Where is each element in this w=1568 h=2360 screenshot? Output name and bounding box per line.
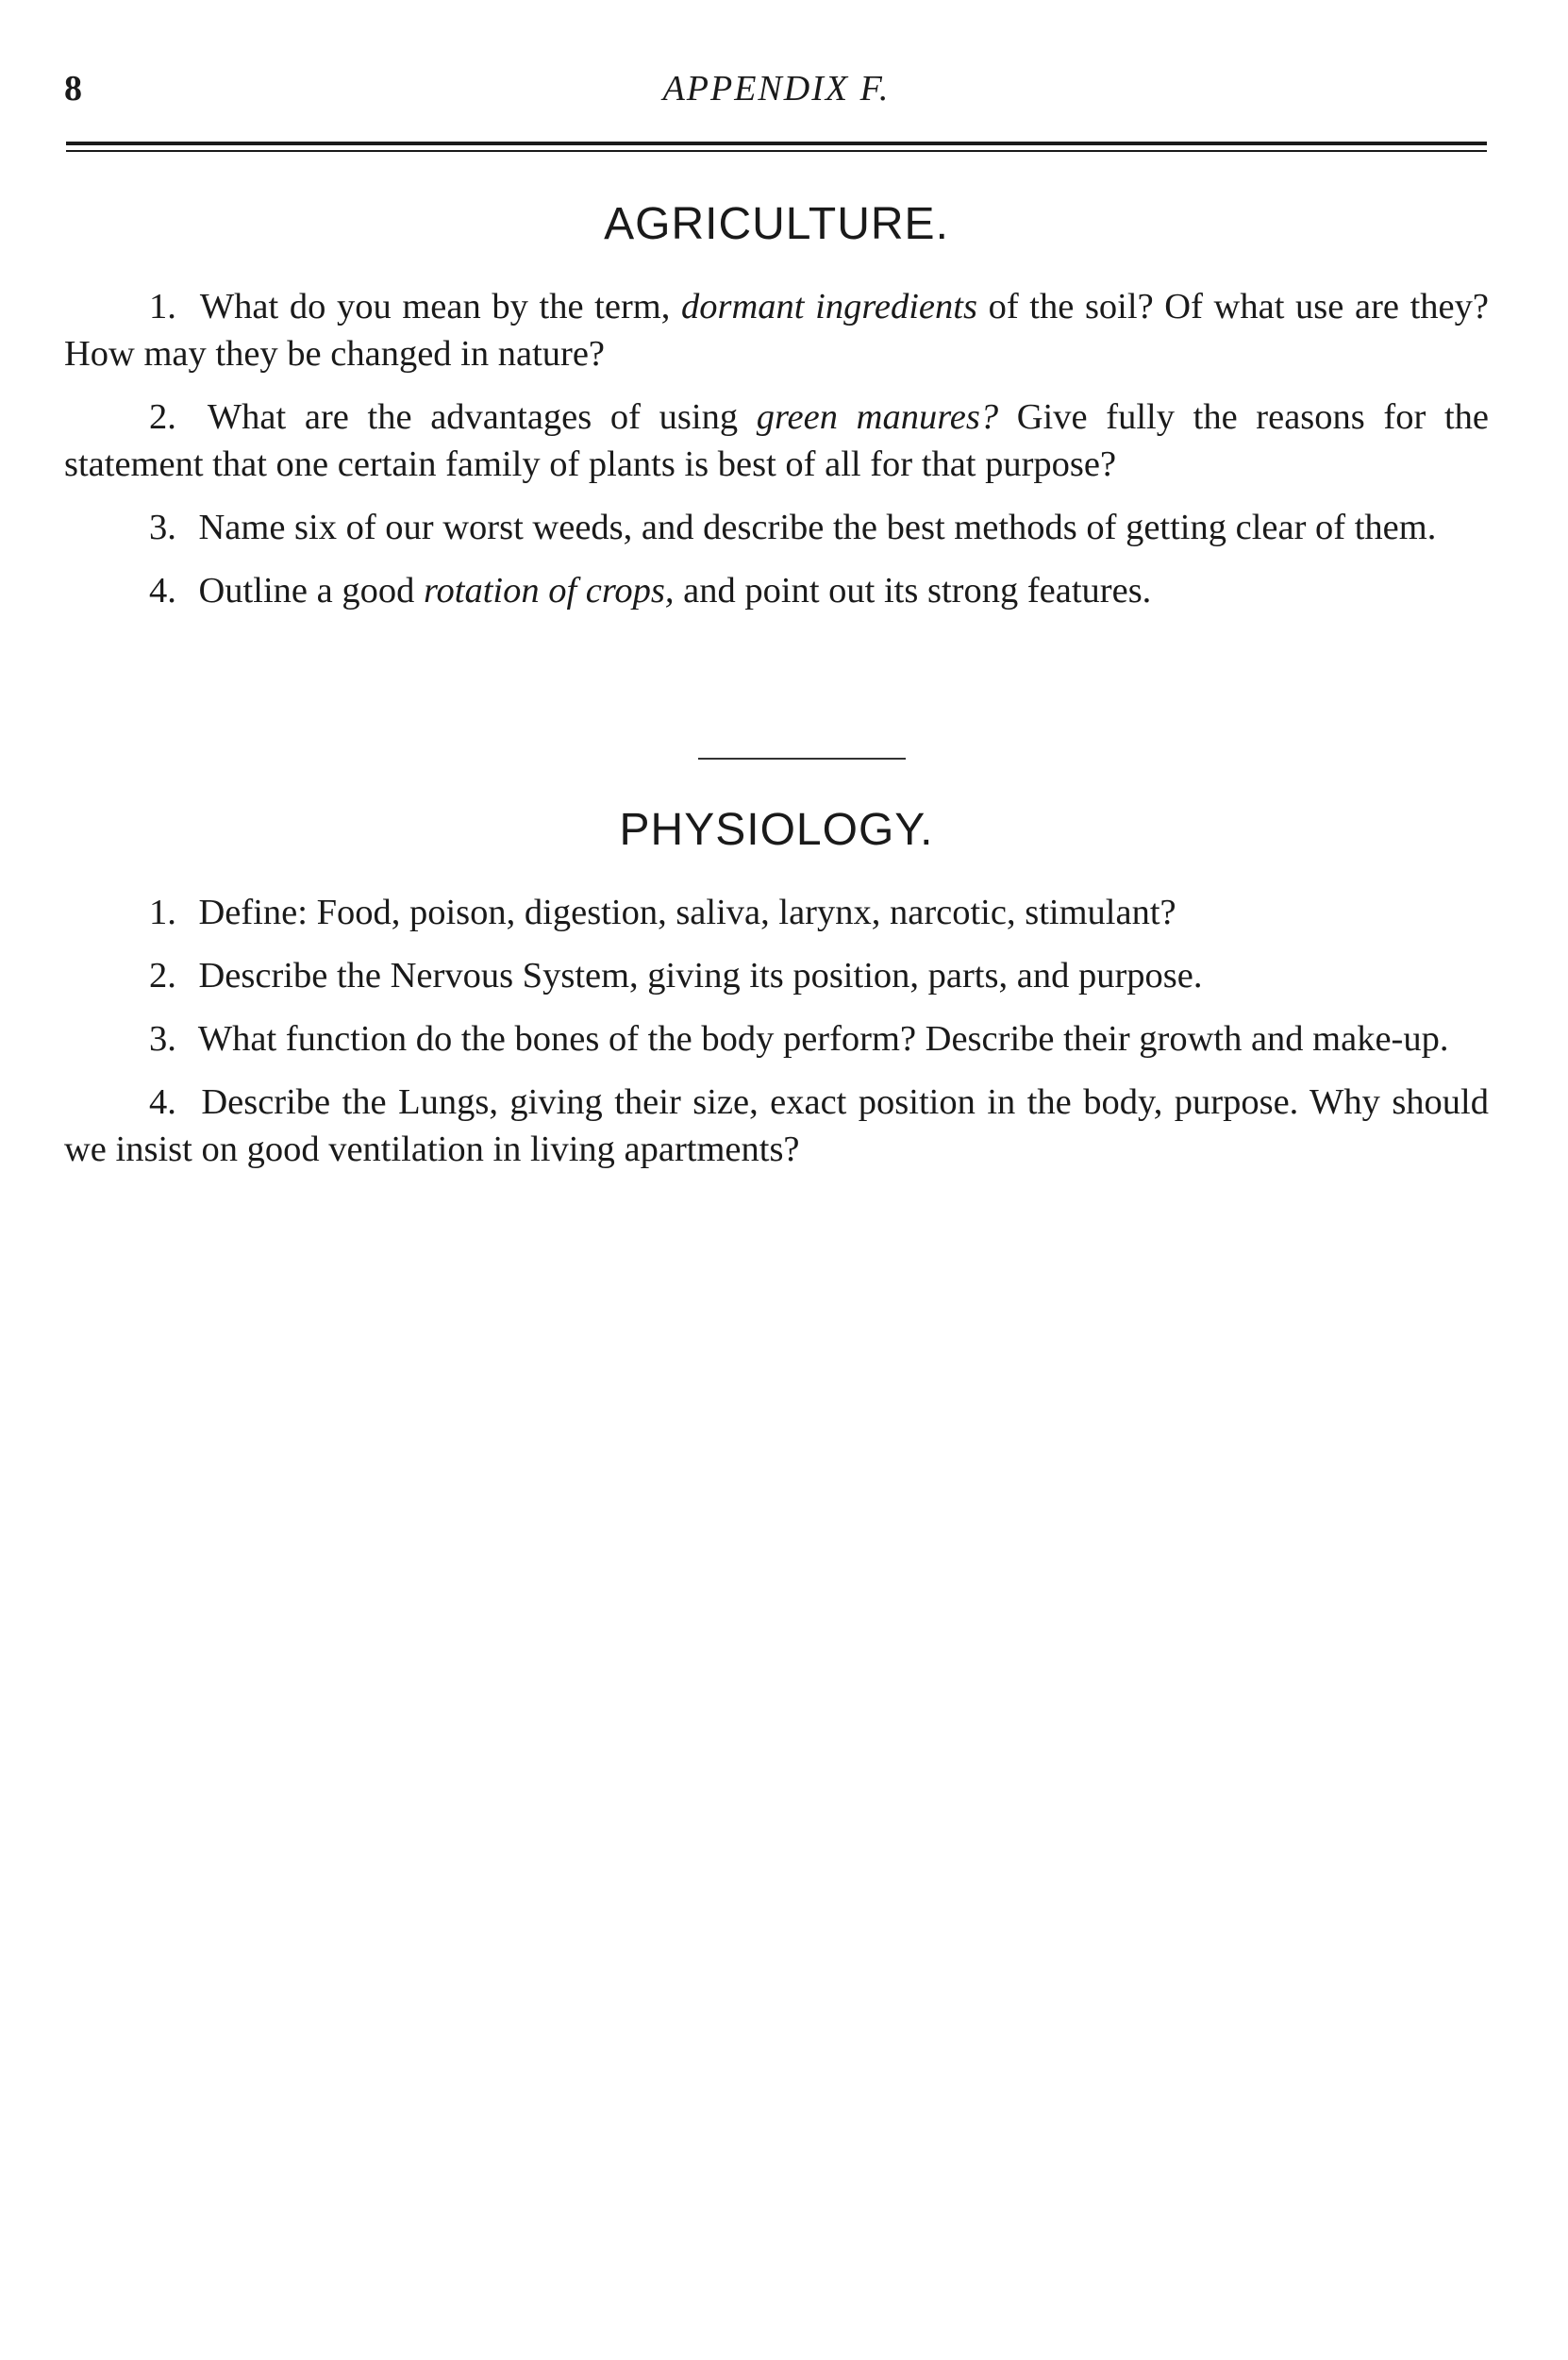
- question-text: Describe the Lungs, giving their size, exact position in the body, purpose. Why should we insist on good ventilation in living apartments?: [64, 1082, 1489, 1169]
- running-head: [64, 68, 1489, 125]
- page-number: 8: [64, 69, 82, 109]
- question-item: [64, 1079, 1489, 1173]
- question-item: [64, 1015, 1489, 1063]
- section-divider: [698, 758, 906, 760]
- question-list-physiology: [64, 889, 1489, 1189]
- question-item: [64, 283, 1489, 377]
- question-number: 4.: [149, 571, 176, 611]
- question-text: What are the advantages of using: [207, 397, 739, 437]
- question-text: Define: Food, poison, digestion, saliva, larynx, narcotic, stimulant?: [198, 893, 1176, 932]
- question-number: 4.: [149, 1082, 176, 1122]
- section-heading-agriculture: AGRICULTURE.: [604, 199, 949, 249]
- question-item: [64, 952, 1489, 999]
- header-rule-thin: [66, 150, 1487, 152]
- question-item: [64, 504, 1489, 551]
- header-rule-thick: [66, 142, 1487, 145]
- question-italic-term: rotation of crops,: [423, 571, 675, 611]
- question-text-cont: Give fully the reasons for the statement that one certain family of plants is best of all for that purpose?: [64, 397, 1490, 484]
- question-italic-term: green manures?: [756, 397, 999, 437]
- question-text: Describe the Nervous System, giving its position, parts, and purpose.: [198, 956, 1203, 996]
- question-number: 3.: [149, 508, 176, 547]
- question-item: [64, 393, 1489, 488]
- question-text: What function do the bones of the body perform? Describe their growth and make-up.: [197, 1019, 1449, 1059]
- question-text: What do you mean by the term,: [199, 287, 671, 326]
- question-text: Outline a good: [198, 571, 415, 611]
- question-number: 3.: [149, 1019, 176, 1059]
- question-text: Name six of our worst weeds, and describe the best methods of getting clear of them.: [198, 508, 1437, 547]
- section-heading-physiology: PHYSIOLOGY.: [619, 805, 934, 855]
- question-item: [64, 889, 1489, 936]
- question-item: [64, 567, 1489, 614]
- question-text-cont: and point out its strong features.: [683, 571, 1152, 611]
- question-italic-term: dormant ingredients: [681, 287, 977, 326]
- question-number: 1.: [149, 287, 176, 326]
- question-number: 2.: [149, 397, 176, 437]
- question-list-agriculture: [64, 283, 1489, 630]
- question-number: 1.: [149, 893, 176, 932]
- question-number: 2.: [149, 956, 176, 996]
- running-title: APPENDIX F.: [662, 69, 891, 109]
- question-text-cont: of the soil? Of what use are they? How may they be changed in nature?: [64, 287, 1489, 374]
